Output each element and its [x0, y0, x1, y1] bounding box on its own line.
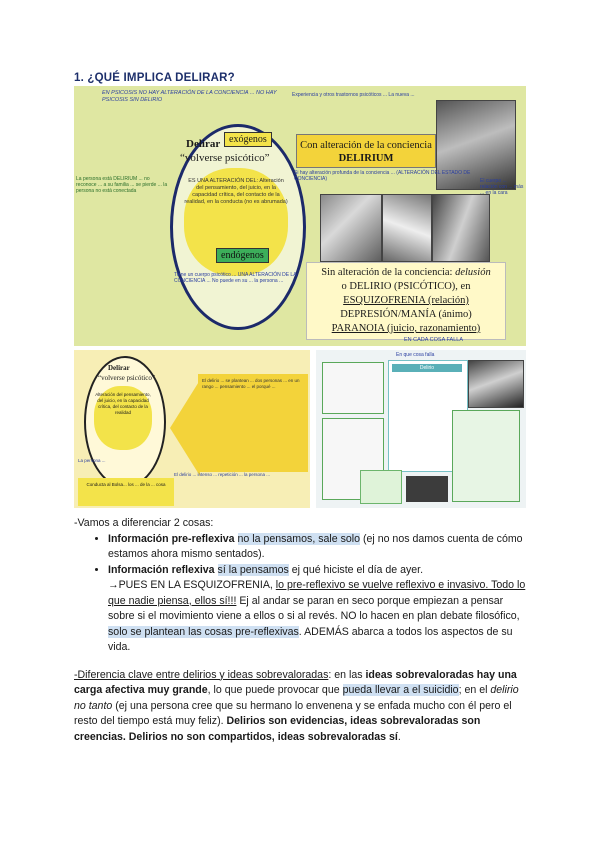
text-5: : en las [328, 668, 363, 681]
paragraph-diferencia [74, 668, 526, 746]
highlight-4: pueda llevar a el suicidio [342, 684, 459, 696]
top-note: EN PSICOSIS NO HAY ALTERACIÓN DE LA CONCIENCIA ... NO HAY PSICOSIS SIN DELIRIO [102, 90, 277, 103]
bottom-note-small: El delirio ... intenso ... repetición ... la persona ... [174, 472, 271, 477]
text-1: (ej no nos damos cuenta de cómo estamos ahora mismo sentados). [108, 532, 523, 560]
term-reflexiva: Información reflexiva [108, 563, 215, 576]
patient-photo-4 [432, 194, 490, 262]
box-sin-line1: Sin alteración de la conciencia: [321, 267, 453, 278]
slides-title: En que cosa falla [396, 352, 435, 358]
underlined-1: lo pre-reflexivo se vuelve reflexivo e invasivo. Todo lo que nadie piensa, ellos sí!!! [108, 579, 526, 607]
arrow-text: →PUES EN LA ESQUIZOFRENIA, [108, 579, 273, 591]
slide-card-3 [452, 410, 520, 502]
bold-1: ideas sobrevaloradas hay una carga afectiva muy grande [74, 668, 517, 696]
box-con-alteracion [296, 134, 436, 168]
bullet-prereflexiva [108, 532, 526, 563]
document-body [74, 516, 526, 745]
oval2-inner-text: Alteración del pensamiento, del juicio, en la capacidad crítica, del contacto de la realidad [94, 386, 152, 450]
arrow-shape [170, 380, 200, 476]
page-title: 1. ¿QUÉ IMPLICA DELIRAR? [74, 72, 235, 84]
text-3: Ej al andar se paran en seco porque empiezan a pensar sobre si el movimiento viene a ellos o si al revés. NO lo hacen en plan debate filosófico, [108, 594, 520, 622]
oval-inner-text: ES UNA ALTERACIÓN DEL: Alteración del pensamiento, del juicio, en la capacidad crítica, del contacto de la realidad, en la conducta (no es abrumada) [184, 168, 288, 276]
patient-photo-3 [382, 194, 432, 262]
oval-subtitle: “volverse psicótico” [180, 152, 270, 164]
bottom-right-note: EN CADA COSA FALLA [404, 337, 463, 343]
highlight-1: no la pensamos, sale solo [237, 532, 361, 545]
tag-endogenos: endógenos [216, 248, 269, 263]
text-8: (ej una persona cree que su hermano lo envenena y se enfada mucho con él pero el resto del tiempo está muy feliz). [74, 699, 512, 727]
box-sin-alteracion [306, 262, 506, 340]
patient-photo-5 [468, 360, 524, 408]
bullet-reflexiva [108, 563, 526, 656]
explanation-box: El delirio ... se plantean ... dos personas ... en un rango ... pensamiento ... el porqué ... [198, 374, 308, 472]
bottom-note: Tiene un cuerpo psicótico ... UNA ALTERACIÓN DE LA CONCIENCIA ... No puede en su ... la persona ... [174, 272, 297, 284]
oval2-subtitle: “volverse psicótico” [98, 374, 155, 382]
top-right-note: Experiencia y otros trastornos psicóticos ... La nueva ... [292, 92, 415, 98]
italic-1: delirio no tanto [74, 684, 519, 712]
text-9: . [397, 730, 401, 743]
oval2-title: Delirar [108, 364, 130, 372]
right-note: El cuerpo ... relación con ... más ... en la cara [480, 178, 524, 196]
concept-collage-secondary [74, 350, 310, 508]
left-note: La persona está DELIRIUM ... no reconoce ... a su familia ... se pierde ... la persona no está conectada [76, 176, 168, 194]
slide-card-head: Delirio [392, 364, 462, 372]
oval-title: Delirar [186, 138, 221, 150]
box-sin-line3: ESQUIZOFRENIA (relación) [343, 295, 469, 306]
slide-card-dark [406, 476, 448, 502]
term-prereflexiva: Información pre-reflexiva [108, 532, 235, 545]
bullet-list [74, 532, 526, 656]
tag-exogenos: exógenos [224, 132, 272, 147]
patient-photo-2 [320, 194, 382, 262]
box-sin-italic: delusión [455, 267, 491, 278]
underlined-2: -Diferencia clave entre delirios y ideas sobrevaloradas [74, 668, 329, 681]
highlight-3: solo se plantean las cosas pre-reflexivas [108, 625, 299, 638]
slides-collage [316, 350, 526, 508]
bold-2: Delirios son evidencias, ideas sobrevaloradas son creencias. Delirios no son compartidos, ideas sobrevaloradas sí [74, 715, 481, 743]
slide-card-1 [322, 362, 384, 414]
slide-card-5 [360, 470, 402, 504]
intro-line: -Vamos a diferenciar 2 cosas: [74, 517, 214, 529]
box-con-line2: DELIRIUM [338, 153, 394, 164]
concept-collage-main [74, 86, 526, 346]
text-7: ; en el [458, 684, 488, 696]
mid-note: Si hay alteración profunda de la conciencia ... (ALTERACIÓN DEL ESTADO DE CONCIENCIA) [294, 170, 471, 182]
bottom-box: Conducta al Bolsa... los ... de la ... cosa [78, 478, 174, 506]
box-sin-line2: o DELIRIO (PSICÓTICO), en [341, 281, 471, 292]
highlight-2: sí la pensamos [217, 563, 289, 576]
text-4: . ADEMÁS abarca a todos los aspectos de su vida. [108, 625, 513, 653]
box-sin-line4: DEPRESIÓN/MANÍA (ánimo) [340, 309, 472, 320]
box-con-line1: Con alteración de la conciencia [300, 140, 432, 151]
text-6: , lo que puede provocar que [207, 684, 340, 696]
text-2: ej qué hiciste el día de ayer. [291, 563, 424, 576]
left-note-small: La persona ... [78, 458, 106, 463]
box-sin-line5: PARANOIA (juicio, razonamiento) [331, 323, 481, 334]
